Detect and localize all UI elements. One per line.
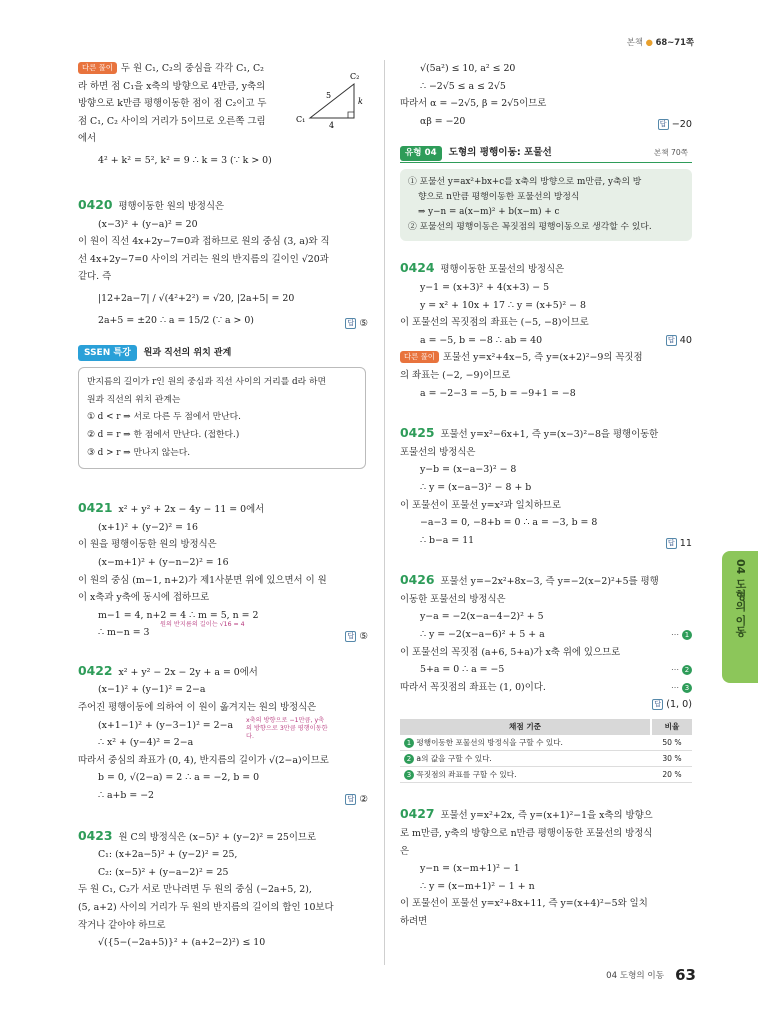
type04-body bbox=[400, 169, 692, 241]
p0427-line: 은 bbox=[400, 845, 410, 857]
column-divider bbox=[384, 60, 385, 965]
p0425-line: −a−3 = 0, −8+b = 0 ∴ a = −3, b = 8 bbox=[420, 517, 598, 529]
p0422-line: (x−1)² + (y−1)² = 2−a bbox=[98, 684, 206, 696]
p0425-line: y−b = (x−a−3)² − 8 bbox=[420, 464, 517, 476]
grading-row: 3 꼭짓점의 좌표를 구할 수 있다. 20 % bbox=[400, 767, 692, 783]
answer-0424: 답 40 bbox=[666, 332, 692, 350]
type04-line: ② 포물선의 평행이동은 꼭짓점의 평행이동으로 생각할 수 있다. bbox=[408, 222, 652, 233]
p0423-line: 0423 원 C의 방정식은 (x−5)² + (y−2)² = 25이므로 bbox=[78, 827, 317, 843]
problem-number: 0425 bbox=[400, 425, 435, 441]
p0425-line: 이 포물선이 포물선 y=x²과 일치하므로 bbox=[400, 499, 561, 511]
book-label: 본책 bbox=[626, 37, 643, 47]
chapter-side-tab[interactable] bbox=[722, 551, 758, 683]
type04-header bbox=[400, 144, 692, 163]
ssen-box bbox=[78, 345, 366, 469]
alt-line: 다른 풀이 두 원 C₁, C₂의 중심을 각각 C₁, C₂ bbox=[78, 60, 368, 78]
fig-c2: C₂ bbox=[350, 72, 360, 81]
answer-0422: 답 ② bbox=[345, 794, 368, 805]
type04-line: ① 포물선 y=ax²+bx+c를 x축의 방향으로 m만큼, y축의 방 bbox=[408, 177, 642, 188]
triangle-figure bbox=[296, 68, 368, 130]
p0427-line: 하려면 bbox=[400, 916, 428, 927]
footer-chapter: 04 도형의 이동 bbox=[606, 971, 665, 981]
p0421-line: 이 x축과 y축에 동시에 접하므로 bbox=[78, 592, 210, 604]
problem-number: 0426 bbox=[400, 572, 435, 588]
p0425-line: ∴ b−a = 11 bbox=[420, 534, 475, 546]
p0424-alt-line: a = −2−3 = −5, b = −9+1 = −8 bbox=[420, 387, 576, 399]
answer-icon: 답 bbox=[345, 794, 356, 805]
cont-line: √(5a²) ≤ 10, a² ≤ 20 bbox=[420, 63, 516, 74]
p0421-line: 이 원을 평행이동한 원의 방정식은 bbox=[78, 539, 217, 551]
arrow-icon: ⋯ bbox=[671, 682, 680, 692]
type04-line: ⇒ y−n = a(x−m)² + b(x−m) + c bbox=[418, 207, 560, 218]
answer-0420: 답 ⑤ bbox=[345, 318, 368, 329]
p0425-line: 0425 포물선 y=x²−6x+1, 즉 y=(x−3)²−8을 평행이동한 bbox=[400, 425, 659, 441]
p0426-line: 5+a = 0 ∴ a = −5 ⋯ 2 bbox=[400, 661, 692, 679]
problem-0423 bbox=[78, 827, 368, 952]
p0422-line: b = 0, √(2−a) = 2 ∴ a = −2, b = 0 bbox=[98, 772, 260, 784]
p0427-line: 0427 포물선 y=x²+2x, 즉 y=(x+1)²−1을 x축의 방향으 bbox=[400, 806, 653, 822]
ssen-line: ① d < r ⇒ 서로 다른 두 점에서 만난다. bbox=[87, 412, 241, 423]
ssen-line: ② d = r ⇒ 한 점에서 만난다. (접한다.) bbox=[87, 429, 240, 440]
grading-header-criteria: 채점 기준 bbox=[400, 719, 650, 735]
ssen-body bbox=[78, 367, 366, 469]
problem-0420 bbox=[78, 196, 368, 329]
p0423-line: (5, a+2) 사이의 거리가 두 원의 반지름의 길이의 합인 10보다 bbox=[78, 902, 334, 913]
arrow-icon: ⋯ bbox=[671, 630, 680, 640]
alt-line: 방향으로 k만큼 평행이동한 점이 점 C₂이고 두 bbox=[78, 98, 267, 110]
right-column bbox=[400, 60, 692, 931]
alt-badge: 다른 풀이 bbox=[78, 62, 117, 74]
fig-base: 4 bbox=[329, 121, 335, 130]
fig-hyp: 5 bbox=[326, 91, 332, 100]
problem-0425 bbox=[400, 424, 692, 549]
p0427-line: 로 m만큼, y축의 방향으로 n만큼 평행이동한 포물선의 방정식 bbox=[400, 828, 653, 840]
grading-row: 1 평행이동한 포물선의 방정식을 구할 수 있다. 50 % bbox=[400, 735, 692, 751]
p0424-line: 0424 평행이동한 포물선의 방정식은 bbox=[400, 260, 565, 276]
p0421-line: (x−m+1)² + (y−n−2)² = 16 bbox=[98, 556, 229, 568]
alt-solution-top bbox=[78, 60, 368, 178]
answer-icon: 답 bbox=[658, 119, 669, 130]
problem-0421 bbox=[78, 499, 368, 642]
p0427-line: y−n = (x−m+1)² − 1 bbox=[420, 863, 520, 875]
p0423-line: C₁: (x+2a−5)² + (y−2)² = 25, bbox=[98, 849, 238, 861]
p0422-line: 주어진 평행이동에 의하여 이 원이 옮겨지는 원의 방정식은 bbox=[78, 702, 317, 714]
p0422-line: (x+1−1)² + (y−3−1)² = 2−a x축의 방향으로 −1만큼, y축의 방향으로 3만큼 평행이동한다. bbox=[78, 717, 368, 735]
problem-number: 0423 bbox=[78, 827, 113, 843]
p0422-line: ∴ a+b = −2 bbox=[98, 790, 155, 802]
ssen-header bbox=[78, 345, 366, 361]
p0426-line: 0426 포물선 y=−2x²+8x−3, 즉 y=−2(x−2)²+5를 평행 bbox=[400, 572, 659, 588]
p0424-line: y−1 = (x+3)² + 4(x+3) − 5 bbox=[420, 281, 550, 293]
ssen-line: ③ d > r ⇒ 만나지 않는다. bbox=[87, 447, 191, 458]
continuation-block bbox=[400, 60, 692, 130]
arrow-icon: ⋯ bbox=[671, 665, 680, 675]
p0421-line: 0421 x² + y² + 2x − 4y − 11 = 0에서 bbox=[78, 500, 265, 516]
problem-0427 bbox=[400, 805, 692, 930]
problem-number: 0427 bbox=[400, 806, 435, 822]
left-column bbox=[78, 60, 368, 952]
step-marker: ⋯ 3 bbox=[671, 679, 692, 697]
p0426-line: ∴ y = −2(x−a−6)² + 5 + a ⋯ 1 bbox=[400, 626, 692, 644]
grading-header-ratio: 비율 bbox=[652, 719, 692, 735]
problem-0424 bbox=[400, 259, 692, 402]
p0421-line: ∴ m−n = 3 원의 반지름의 길이는 √16 = 4 bbox=[98, 621, 245, 639]
p0420-line: 같다. 즉 bbox=[78, 271, 112, 283]
p0423-line: C₂: (x−5)² + (y−a−2)² = 25 bbox=[98, 866, 229, 878]
type04-ref: 본책 70쪽 bbox=[653, 148, 688, 158]
cont-line: ∴ −2√5 ≤ a ≤ 2√5 bbox=[420, 80, 506, 92]
type04-line: 향으로 n만큼 평행이동한 포물선의 방정식 bbox=[418, 192, 580, 203]
cont-line: 따라서 α = −2√5, β = 2√5이므로 bbox=[400, 98, 547, 110]
grading-row: 2 a의 값을 구할 수 있다. 30 % bbox=[400, 751, 692, 767]
p0425-line: 포물선의 방정식은 bbox=[400, 446, 476, 458]
p0424-alt-line: 다른 풀이 포물선 y=x²+4x−5, 즉 y=(x+2)²−9의 꼭짓점 bbox=[400, 349, 692, 367]
problem-number: 0421 bbox=[78, 500, 113, 516]
alt-line: 에서 bbox=[78, 133, 97, 145]
alt-line: 점 C₁, C₂ 사이의 거리가 5이므로 오른쪽 그림 bbox=[78, 115, 266, 127]
p0420-line: |12+2a−7| / √(4²+2²) = √20, |2a+5| = 20 bbox=[98, 292, 295, 304]
type04-box bbox=[400, 144, 692, 241]
p0424-alt-line: 의 좌표는 (−2, −9)이므로 bbox=[400, 369, 511, 381]
page-header bbox=[627, 36, 694, 48]
p0427-line: ∴ y = (x−m+1)² − 1 + n bbox=[420, 880, 535, 892]
fig-height: k bbox=[358, 97, 363, 106]
p0423-line: 작거나 같아야 하므로 bbox=[78, 919, 166, 931]
p0426-line: y−a = −2(x−a−4−2)² + 5 bbox=[420, 611, 544, 623]
answer-0421: 답 ⑤ bbox=[345, 631, 368, 642]
answer-0426: 답 (1, 0) bbox=[652, 696, 692, 714]
problem-0422 bbox=[78, 662, 368, 805]
p0421-note: 원의 반지름의 길이는 √16 = 4 bbox=[160, 621, 245, 629]
answer-0423: 답 −20 bbox=[658, 119, 692, 130]
p0421-line: 이 원의 중심 (m−1, n+2)가 제1사분면 위에 있으면서 이 원 bbox=[78, 574, 327, 586]
problem-0426 bbox=[400, 571, 692, 713]
p0420-line: (x−3)² + (y−a)² = 20 bbox=[98, 218, 198, 230]
grading-header bbox=[400, 719, 692, 735]
ssen-line: 원과 직선의 위치 관계는 bbox=[87, 394, 181, 405]
ssen-line: 반지름의 길이가 r인 원의 중심과 직선 사이의 거리를 d라 하면 bbox=[87, 377, 326, 388]
side-tab-label: 04 도형의 이동 bbox=[734, 559, 747, 637]
ssen-title: 원과 직선의 위치 관계 bbox=[143, 348, 232, 359]
p0424-line: 이 포물선의 꼭짓점의 좌표는 (−5, −8)이므로 bbox=[400, 317, 589, 329]
p0426-line: 이동한 포물선의 방정식은 bbox=[400, 593, 506, 605]
p0426-answer-line bbox=[400, 696, 692, 713]
p0425-line: ∴ y = (x−a−3)² − 8 + b bbox=[420, 481, 532, 493]
p0423-line: √({5−(−2a+5)}² + (a+2−2)²) ≤ 10 bbox=[98, 937, 266, 949]
answer-icon: 답 bbox=[345, 318, 356, 329]
answer-icon: 답 bbox=[666, 538, 677, 549]
p0422-line: 따라서 중심의 좌표가 (0, 4), 반지름의 길이가 √(2−a)이므로 bbox=[78, 754, 329, 766]
type04-tag: 유형 04 bbox=[400, 146, 442, 161]
step-marker: ⋯ 1 bbox=[671, 626, 692, 644]
p0420-line: 이 원이 직선 4x+2y−7=0과 접하므로 원의 중심 (3, a)와 직 bbox=[78, 236, 330, 248]
p0421-line: (x+1)² + (y−2)² = 16 bbox=[98, 521, 198, 533]
page-range: 68~71쪽 bbox=[655, 37, 694, 47]
cont-line: αβ = −20 bbox=[420, 115, 466, 127]
p0420-line: 2a+5 = ±20 ∴ a = 15/2 (∵ a > 0) bbox=[98, 314, 254, 326]
dot-icon: ● bbox=[645, 37, 653, 47]
p0426-line: 따라서 꼭짓점의 좌표는 (1, 0)이다. ⋯ 3 bbox=[400, 679, 692, 697]
ssen-tag: SSEN 특강 bbox=[78, 345, 137, 361]
p0422-note: x축의 방향으로 −1만큼, y축의 방향으로 3만큼 평행이동한다. bbox=[246, 716, 328, 740]
step-marker: ⋯ 2 bbox=[671, 661, 692, 679]
problem-number: 0422 bbox=[78, 662, 113, 678]
grading-table bbox=[400, 719, 692, 783]
p0424-line: y = x² + 10x + 17 ∴ y = (x+5)² − 8 bbox=[420, 299, 586, 311]
problem-number: 0424 bbox=[400, 260, 435, 276]
alt-line: 라 하면 점 C₁을 x축의 방향으로 4만큼, y축의 bbox=[78, 80, 266, 92]
p0424-line: a = −5, b = −8 ∴ ab = 40 답 40 bbox=[400, 332, 692, 350]
answer-icon: 답 bbox=[666, 335, 677, 346]
p0427-line: 이 포물선이 포물선 y=x²+8x+11, 즉 y=(x+4)²−5와 일치 bbox=[400, 898, 648, 910]
page-footer bbox=[606, 965, 696, 984]
problem-number: 0420 bbox=[78, 197, 113, 212]
p0420-line: 선 4x+2y−7=0 사이의 거리는 원의 반지름의 길이인 √20과 bbox=[78, 253, 329, 265]
page-number: 63 bbox=[675, 966, 696, 984]
p0422-line: 0422 x² + y² − 2x − 2y + a = 0에서 bbox=[78, 662, 258, 678]
p0423-line: 두 원 C₁, C₂가 서로 만나려면 두 원의 중심 (−2a+5, 2), bbox=[78, 884, 312, 896]
p0420-line: 0420 평행이동한 원의 방정식은 bbox=[78, 197, 225, 212]
fig-c1: C₁ bbox=[296, 115, 306, 124]
alt-line: 4² + k² = 5², k² = 9 ∴ k = 3 (∵ k > 0) bbox=[98, 154, 272, 166]
answer-0425: 답 11 bbox=[666, 538, 692, 549]
answer-icon: 답 bbox=[345, 631, 356, 642]
alt-badge: 다른 풀이 bbox=[400, 351, 439, 363]
p0421-line: m−1 = 4, n+2 = 4 ∴ m = 5, n = 2 bbox=[98, 609, 259, 621]
type04-title: 도형의 평행이동: 포물선 bbox=[448, 147, 552, 159]
answer-icon: 답 bbox=[652, 699, 663, 710]
p0422-line: ∴ x² + (y−4)² = 2−a bbox=[98, 737, 194, 749]
p0426-line: 이 포물선의 꼭짓점 (a+6, 5+a)가 x축 위에 있으므로 bbox=[400, 646, 621, 658]
